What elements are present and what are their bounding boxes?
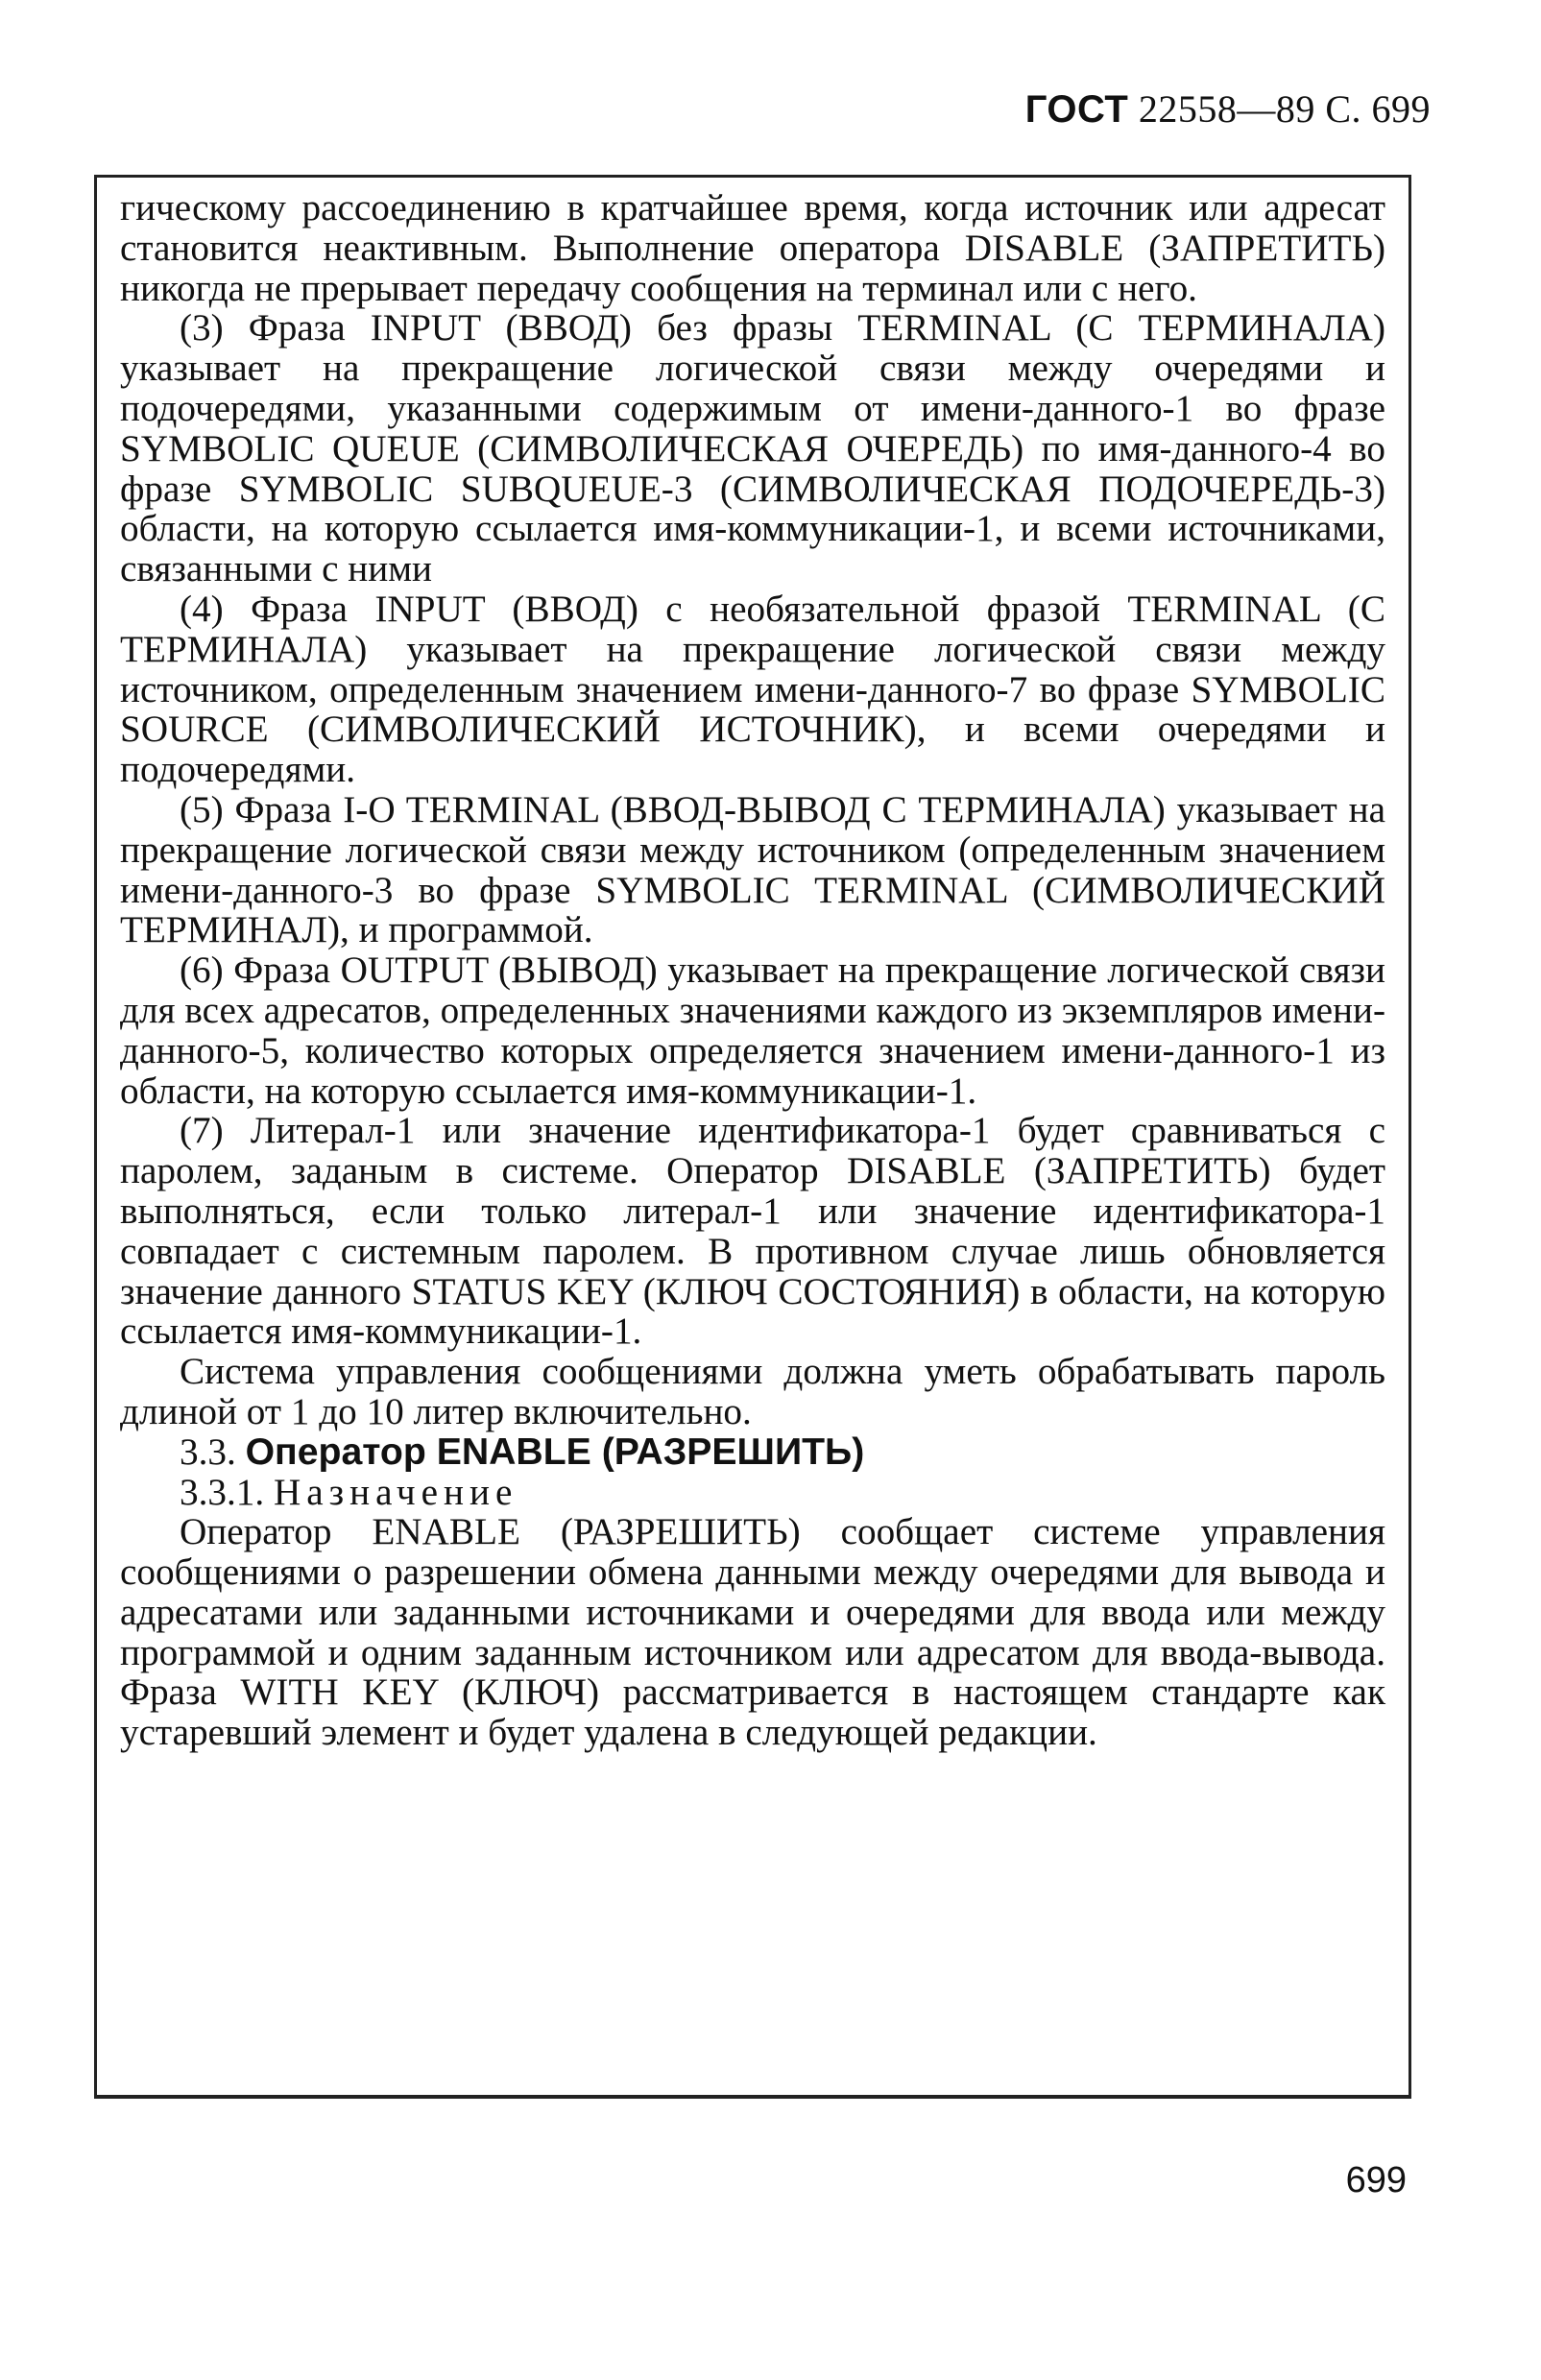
paragraph-item-3: (3) Фраза INPUT (ВВОД) без фразы TERMINAL (С ТЕРМИНАЛА) указывает на прекращение логической связи между очередями и подочередями, указанными содержимым от имени-данного-1 во фразе SYMBOLIC QUEUE (СИМВОЛИЧЕСКАЯ ОЧЕРЕДЬ) по имя-данного-4 во фразе SYMBOLIC SUBQUEUE-3 (СИМВОЛИЧЕСКАЯ ПОДОЧЕРЕДЬ-3) области, на которую ссылается имя-коммуникации-1, и всеми источниками, связанными с ними <box>120 307 1385 590</box>
page-number: 699 <box>1345 2160 1407 2200</box>
standard-number: 22558—89 <box>1138 87 1315 131</box>
paragraph-item-4: (4) Фраза INPUT (ВВОД) с необязательной фразой TERMINAL (С ТЕРМИНАЛА) указывает на прекращение логической связи между источником, определенным значением имени-данного-7 во фразе SYMBOLIC SOURCE (СИМВОЛИЧЕСКИЙ ИСТОЧНИК), и всеми очередями и подочередями. <box>120 588 1385 791</box>
paragraph-password-note: Система управления сообщениями должна уметь обрабатывать пароль длиной от 1 до 10 литер включительно. <box>120 1351 1385 1432</box>
page-body <box>120 188 1385 1753</box>
standard-label: ГОСТ <box>1024 88 1129 131</box>
paragraph-item-7: (7) Литерал-1 или значение идентификатора-1 будет сравниваться с паролем, заданым в системе. Оператор DISABLE (ЗАПРЕТИТЬ) будет выполняться, если только литерал-1 или значение идентификатора-1 совпадает с системным паролем. В противном случае лишь обновляется значение данного STATUS KEY (КЛЮЧ СОСТОЯНИЯ) в области, на которую ссылается имя-коммуникации-1. <box>120 1110 1385 1353</box>
paragraph-enable-purpose: Оператор ENABLE (РАЗРЕШИТЬ) сообщает системе управления сообщениями о разрешении обмена данными между очередями для вывода и адресатами или заданными источниками и очередями для ввода или между программой и одним заданным источником или адресатом для ввода-вывода. Фраза WITH KEY (КЛЮЧ) рассматривается в настоящем стандарте как устаревший элемент и будет удалена в следующей редакции. <box>120 1511 1385 1754</box>
subsection-heading-number: 3.3.1. <box>180 1471 265 1513</box>
running-header <box>999 86 1431 132</box>
subsection-heading <box>120 1473 1385 1513</box>
section-heading-number: 3.3. <box>180 1430 236 1473</box>
section-heading-text: Оператор ENABLE (РАЗРЕШИТЬ) <box>245 1430 865 1473</box>
paragraph-continuation: гическому рассоединению в кратчайшее время, когда источник или адресат становится неактивным. Выполнение оператора DISABLE (ЗАПРЕТИТЬ) никогда не прерывает передачу сообщения на терминал или с него. <box>120 187 1385 309</box>
section-heading <box>120 1432 1385 1473</box>
paragraph-item-5: (5) Фраза I-O TERMINAL (ВВОД-ВЫВОД С ТЕРМИНАЛА) указывает на прекращение логической связи между источником (определенным значением имени-данного-3 во фразе SYMBOLIC TERMINAL (СИМВОЛИЧЕСКИЙ ТЕРМИНАЛ), и программой. <box>120 788 1385 951</box>
frame-bottom-rule <box>94 2095 1411 2099</box>
subsection-heading-text: Назначение <box>273 1471 518 1513</box>
paragraph-item-6: (6) Фраза OUTPUT (ВЫВОД) указывает на прекращение логической связи для всех адресатов, определенных значениями каждого из экземпляров имени-данного-5, количество которых определяется значением имени-данного-1 из области, на которую ссылается имя-коммуникации-1. <box>120 950 1385 1112</box>
page-reference: С. 699 <box>1325 87 1431 131</box>
